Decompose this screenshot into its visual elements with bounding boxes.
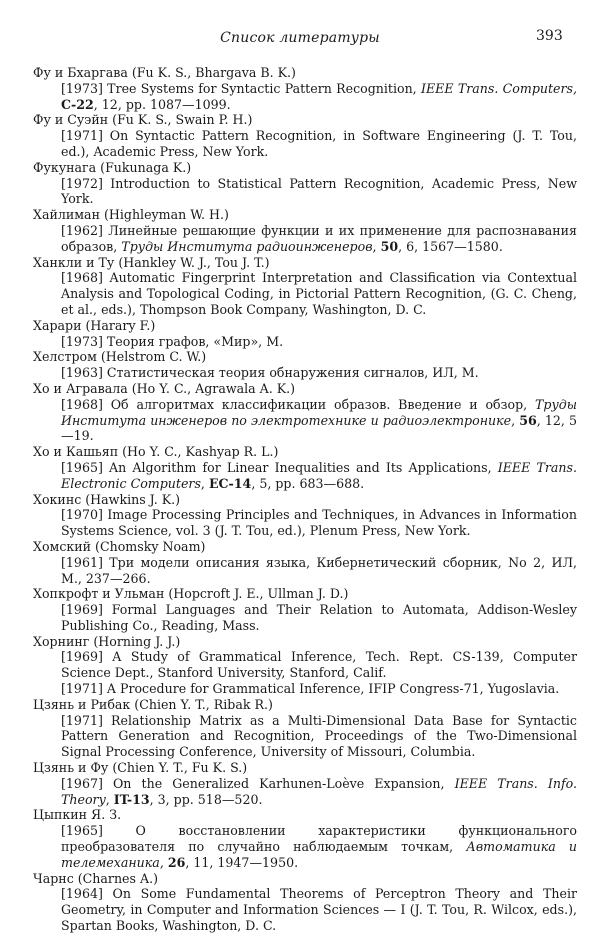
- reference-text-run: IT-13: [113, 791, 150, 807]
- reference-text-run: C-22: [61, 96, 94, 112]
- reference-author: Хелстром (Helstrom C. W.): [33, 349, 207, 365]
- reference-block: [33, 697, 577, 760]
- reference-text-run: [1965] An Algorithm for Linear Inequalities and Its Applications,: [61, 459, 498, 475]
- reference-entry: [61, 334, 577, 350]
- reference-text-run: [1969] A Study of Grammatical Inference, Tech. Rept. CS-139, Computer Science Dept., Stanford University, Stanford, Calif.: [61, 649, 577, 681]
- reference-text-run: , 11, 1947—1950.: [185, 854, 299, 870]
- reference-text-run: [1963] Статистическая теория обнаружения сигналов, ИЛ, М.: [61, 365, 479, 381]
- reference-block: [33, 318, 577, 350]
- reference-author: Цыпкин Я. З.: [33, 807, 122, 823]
- reference-text-run: Труды Института инженеров по электротехнике и радиоэлектронике: [61, 396, 577, 428]
- reference-text-run: [1961] Три модели описания языка, Кибернетический сборник, No 2, ИЛ, М., 237—266.: [61, 554, 577, 586]
- reference-entry: [61, 555, 577, 587]
- reference-author: Хопкрофт и Ульман (Hopcroft J. E., Ullman J. D.): [33, 586, 349, 602]
- reference-list: [33, 65, 577, 934]
- reference-text-run: Труды Института радиоинженеров: [121, 238, 373, 254]
- reference-block: [33, 207, 577, 254]
- reference-block: [33, 807, 577, 870]
- reference-block: [33, 760, 577, 807]
- reference-text-run: [1970] Image Processing Principles and Techniques, in Advances in Information Systems Science, vol. 3 (J. T. Tou, ed.), Plenum Press, New York.: [61, 507, 577, 539]
- reference-text-run: [1962] Линейные решающие функции и их применение для распознавания образов,: [61, 222, 577, 254]
- reference-text-run: [1971] A Procedure for Grammatical Inference, IFIP Congress-71, Yugoslavia.: [61, 681, 560, 697]
- reference-text-run: [1971] Relationship Matrix as a Multi-Dimensional Data Base for Syntactic Pattern Generation and Recognition, Proceedings of the Two-Dimensional Signal Processing Conference, University of Missouri, Columbia.: [61, 712, 577, 760]
- reference-text-run: IEEE Trans. Electronic Computers: [61, 459, 577, 491]
- reference-block: [33, 492, 577, 539]
- reference-text-run: IEEE Trans. Info. Theory: [61, 775, 577, 807]
- reference-text-run: , 12, 5—19.: [61, 412, 578, 444]
- page-number: 393: [536, 28, 563, 44]
- reference-block: [33, 871, 577, 934]
- reference-entry: [61, 81, 577, 113]
- reference-text-run: IEEE Trans. Computers,: [421, 80, 577, 96]
- reference-text-run: ,: [511, 412, 520, 428]
- reference-author: Хорнинг (Horning J. J.): [33, 633, 181, 649]
- reference-text-run: Автоматика и телемеханика: [61, 839, 577, 870]
- reference-text-run: , 5, pp. 683—688.: [251, 475, 365, 491]
- reference-entry: [61, 270, 577, 317]
- reference-author: Хайлиман (Highleyman W. H.): [33, 207, 229, 223]
- reference-text-run: [1968] Об алгоритмах классификации образов. Введение и обзор,: [61, 396, 535, 412]
- reference-text-run: [1969] Formal Languages and Their Relation to Automata, Addison-Wesley Publishing Co., Reading, Mass.: [61, 602, 577, 633]
- reference-author: Харари (Harary F.): [33, 317, 156, 333]
- reference-text-run: , 12, pp. 1087—1099.: [93, 96, 231, 112]
- reference-block: [33, 160, 577, 207]
- reference-author: Хомский (Chomsky Noam): [33, 538, 206, 554]
- reference-text-run: [1972] Introduction to Statistical Pattern Recognition, Academic Press, New York.: [61, 175, 577, 207]
- reference-entry: [61, 365, 577, 381]
- reference-entry: [61, 886, 577, 933]
- reference-entry: [61, 713, 577, 760]
- reference-text-run: [1971] On Syntactic Pattern Recognition, in Software Engineering (J. T. Tou, ed.), Academic Press, New York.: [61, 128, 577, 159]
- reference-block: [33, 381, 577, 444]
- reference-entry: [61, 649, 577, 681]
- reference-text-run: , 3, pp. 518—520.: [149, 791, 263, 807]
- reference-text-run: ,: [372, 238, 381, 254]
- reference-block: [33, 65, 577, 112]
- running-header-title: Список литературы: [220, 30, 380, 46]
- reference-text-run: ,: [105, 791, 114, 807]
- reference-entry: [61, 507, 577, 539]
- reference-entry: [61, 681, 577, 697]
- reference-block: [33, 586, 577, 633]
- reference-text-run: [1973] Tree Systems for Syntactic Pattern Recognition,: [61, 80, 421, 96]
- reference-entry: [61, 602, 577, 634]
- reference-text-run: 50: [380, 238, 399, 254]
- reference-author: Фу и Суэйн (Fu K. S., Swain P. H.): [33, 112, 253, 128]
- reference-entry: [61, 823, 577, 870]
- reference-author: Цзянь и Фу (Chien Y. T., Fu K. S.): [33, 760, 248, 776]
- reference-author: Цзянь и Рибак (Chien Y. T., Ribak R.): [33, 696, 273, 712]
- reference-text-run: ,: [159, 854, 168, 870]
- reference-block: [33, 112, 577, 159]
- reference-text-run: [1965] О восстановлении характеристики функционального преобразователя по случайно наблюдаемым точкам,: [61, 823, 577, 855]
- reference-text-run: , 6, 1567—1580.: [398, 238, 503, 254]
- reference-entry: [61, 397, 577, 444]
- reference-entry: [61, 128, 577, 160]
- reference-author: Хо и Кашьяп (Ho Y. C., Kashyap R. L.): [33, 444, 279, 460]
- reference-entry: [61, 176, 577, 208]
- reference-text-run: [1964] On Some Fundamental Theorems of Perceptron Theory and Their Geometry, in Computer and Information Sciences — I (J. T. Tou, R. Wilcox, eds.), Spartan Books, Washington, D. C.: [61, 886, 577, 934]
- reference-entry: [61, 460, 577, 492]
- reference-entry: [61, 223, 577, 255]
- reference-author: Ханкли и Ту (Hankley W. J., Tou J. T.): [33, 254, 270, 270]
- reference-text-run: 26: [167, 854, 186, 870]
- reference-text-run: 56: [519, 412, 537, 428]
- reference-author: Чарнс (Charnes A.): [33, 870, 158, 886]
- reference-text-run: [1967] On the Generalized Karhunen-Loève Expansion,: [61, 775, 455, 791]
- reference-block: [33, 539, 577, 586]
- reference-entry: [61, 776, 577, 808]
- reference-text-run: [1973] Теория графов, «Мир», М.: [61, 333, 284, 349]
- reference-author: Фу и Бхаргава (Fu K. S., Bhargava B. K.): [33, 65, 296, 80]
- reference-text-run: ,: [200, 475, 209, 491]
- reference-text-run: [1968] Automatic Fingerprint Interpretation and Classification via Contextual Analysis and Topological Coding, in Pictorial Pattern Recognition, (G. C. Cheng, et al., eds.), Thompson Book Company, Washington, D. C.: [61, 270, 577, 317]
- reference-author: Фукунага (Fukunaga K.): [33, 159, 192, 175]
- reference-block: [33, 255, 577, 318]
- reference-author: Хокинс (Hawkins J. K.): [33, 491, 181, 507]
- reference-block: [33, 444, 577, 491]
- reference-block: [33, 634, 577, 697]
- reference-author: Хо и Агравала (Ho Y. C., Agrawala A. K.): [33, 380, 296, 396]
- reference-text-run: EC-14: [208, 475, 252, 491]
- reference-block: [33, 349, 577, 381]
